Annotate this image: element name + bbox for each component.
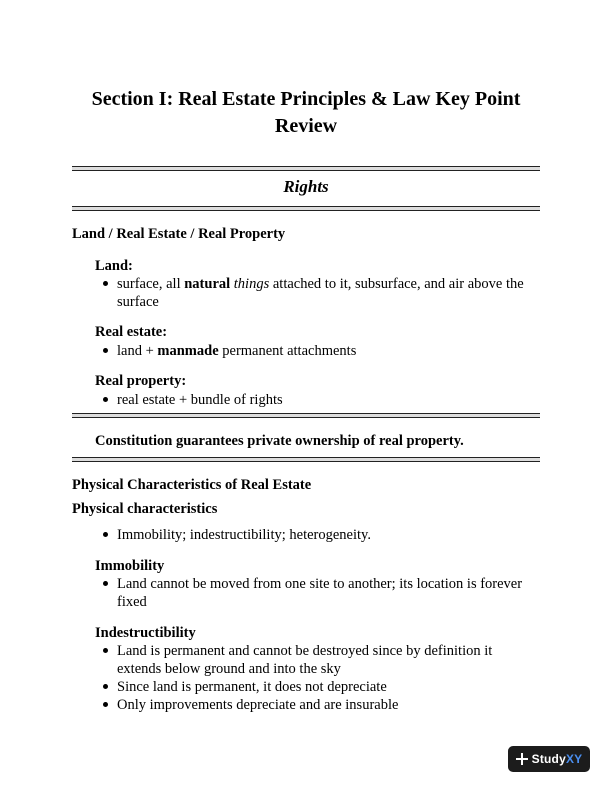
page-title: Section I: Real Estate Principles & Law Key Point Review: [91, 88, 521, 137]
immobility-list: [100, 575, 540, 611]
list-item: [100, 275, 540, 311]
land-bullet-italic: things: [233, 276, 270, 292]
list-item: Land is permanent and cannot be destroyed since by definition it extends below ground and into the sky: [100, 642, 540, 678]
list-item: real estate + bundle of rights: [100, 391, 540, 409]
real-estate-bullet-bold: manmade: [157, 343, 219, 359]
list-item: [100, 342, 540, 360]
land-bullet-post: attached to it, subsurface, and air above the surface: [117, 276, 524, 310]
physical-list: [100, 526, 540, 544]
real-estate-list: [100, 342, 540, 360]
land-list: [100, 275, 540, 311]
term-land: Land:: [95, 258, 133, 274]
term-real-estate: Real estate:: [95, 324, 168, 340]
banner-top-rule: [72, 166, 540, 171]
callout-top-rule: [72, 413, 540, 418]
indestructibility-list: [100, 642, 540, 714]
brand-name-main: Study: [531, 752, 566, 766]
list-item: Immobility; indestructibility; heterogeneity.: [100, 526, 540, 544]
term-real-property: Real property:: [95, 373, 187, 389]
subheading-physical-characteristics: Physical characteristics: [72, 501, 218, 517]
term-immobility: Immobility: [95, 558, 165, 574]
land-bullet-pre: surface, all: [117, 276, 185, 292]
plus-icon: [516, 753, 528, 765]
list-item: Since land is permanent, it does not depreciate: [100, 678, 540, 696]
term-indestructibility: Indestructibility: [95, 625, 196, 641]
constitution-callout: Constitution guarantees private ownership of real property.: [95, 433, 464, 449]
land-bullet-bold: natural: [184, 276, 231, 292]
brand-name: [532, 752, 583, 766]
brand-name-accent: XY: [565, 752, 583, 766]
banner-title: Rights: [283, 177, 329, 196]
section-heading-physical: Physical Characteristics of Real Estate: [72, 477, 312, 493]
real-estate-bullet-pre: land +: [117, 343, 158, 359]
real-property-list: [100, 391, 540, 409]
studyxy-badge[interactable]: [508, 746, 590, 772]
banner-bottom-rule: [72, 206, 540, 211]
list-item: Only improvements depreciate and are insurable: [100, 696, 540, 714]
section-heading-land: Land / Real Estate / Real Property: [72, 226, 286, 242]
list-item: Land cannot be moved from one site to another; its location is forever fixed: [100, 575, 540, 611]
real-estate-bullet-post: permanent attachments: [218, 343, 357, 359]
callout-bottom-rule: [72, 457, 540, 462]
